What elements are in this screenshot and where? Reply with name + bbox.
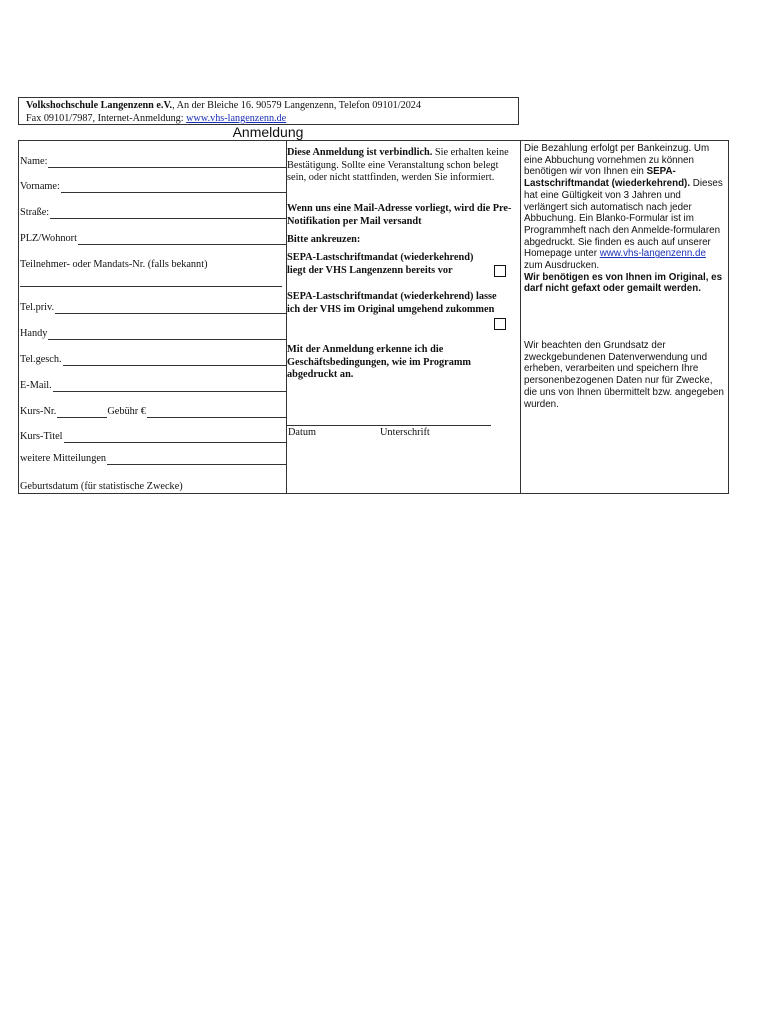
option2-checkbox[interactable] xyxy=(494,318,506,330)
kurs-nr-field[interactable] xyxy=(20,406,286,418)
payment-text-a: Die Bezahlung erfolgt per Bankeinzug. Um eine Abbuchung vornehmen zu können benötigen wir von Ihnen ein xyxy=(524,143,710,178)
tel-priv-label: Tel.priv. xyxy=(20,302,55,313)
registration-form xyxy=(18,140,729,494)
tel-priv-field[interactable] xyxy=(20,302,286,314)
email-field[interactable] xyxy=(20,380,286,392)
kurs-titel-field[interactable] xyxy=(20,431,286,443)
datum-label: Datum xyxy=(288,427,317,438)
kurs-nr-label: Kurs-Nr. xyxy=(20,406,57,417)
strasse-input-line[interactable] xyxy=(50,209,286,219)
signature-line[interactable] xyxy=(287,425,491,426)
payment-text-b: Dieses hat eine Gültigkeit von 3 Jahren und verlängert sich automatisch nach jeder Abbuchung. Ein Blanko-Formular ist im Programmheft nach den Anmelde-formularen abgedruckt. Sie finden es auch auf unserer Homepage unter xyxy=(524,178,723,260)
verbindlich-bold: Diese Anmeldung ist verbindlich. xyxy=(287,147,433,158)
tel-priv-input-line[interactable] xyxy=(55,304,286,314)
strasse-label: Straße: xyxy=(20,207,50,218)
page-title: Anmeldung xyxy=(232,124,304,140)
payment-text-c: zum Ausdrucken. xyxy=(524,260,600,272)
mitteilungen-input-line[interactable] xyxy=(107,455,286,465)
vorname-input-line[interactable] xyxy=(61,183,286,193)
name-input-line[interactable] xyxy=(48,158,286,168)
option1-text: SEPA-Lastschriftmandat (wiederkehrend) liegt der VHS Langenzenn bereits vor xyxy=(287,252,474,276)
plz-label: PLZ/Wohnort xyxy=(20,233,77,244)
gebuehr-input-line[interactable] xyxy=(147,408,286,418)
option1-checkbox[interactable] xyxy=(494,265,506,277)
fax-line: Fax 09101/7987, Internet-Anmeldung: xyxy=(26,113,187,124)
handy-field[interactable] xyxy=(20,328,286,340)
original-required: Wir benötigen es von Ihnen im Original, es darf nicht gefaxt oder gemailt werden. xyxy=(524,271,723,295)
kurs-titel-label: Kurs-Titel xyxy=(20,431,63,442)
org-name: Volkshochschule Langenzenn e.V. xyxy=(26,100,173,111)
website-link[interactable]: www.vhs-langenzenn.de xyxy=(186,113,287,124)
name-label: Name: xyxy=(20,156,48,167)
plz-input-line[interactable] xyxy=(78,235,286,245)
ankreuzen-label: Bitte ankreuzen: xyxy=(287,234,361,245)
strasse-field[interactable] xyxy=(20,207,286,219)
gebuehr-label: Gebühr € xyxy=(107,406,146,417)
tel-gesch-field[interactable] xyxy=(20,354,286,366)
geburtsdatum-label: Geburtsdatum (für statistische Zwecke) xyxy=(20,481,183,492)
email-input-line[interactable] xyxy=(53,382,286,392)
verbindlich-rest: Sie erhalten keine Bestätigung. Sollte eine Veranstaltung schon belegt sein, oder nicht stattfinden, werden Sie informiert. xyxy=(287,147,509,184)
verbindlich-text xyxy=(287,147,519,185)
mail-notice: Wenn uns eine Mail-Adresse vorliegt, wird die Pre-Notifikation per Mail versandt xyxy=(287,203,512,227)
payment-info xyxy=(524,143,724,295)
vorname-field[interactable] xyxy=(20,181,286,193)
teilnehmer-label: Teilnehmer- oder Mandats-Nr. (falls bekannt) xyxy=(20,259,208,270)
kurs-nr-input-line[interactable] xyxy=(57,408,107,418)
header-box xyxy=(18,97,519,125)
handy-input-line[interactable] xyxy=(48,330,286,340)
option2-text: SEPA-Lastschriftmandat (wiederkehrend) lasse ich der VHS im Original umgehend zukommen xyxy=(287,291,497,315)
mitteilungen-field[interactable] xyxy=(20,453,286,465)
name-field[interactable] xyxy=(20,156,286,168)
mitteilungen-label: weitere Mitteilungen xyxy=(20,453,107,464)
email-label: E-Mail. xyxy=(20,380,52,391)
teilnehmer-field[interactable] xyxy=(20,259,286,271)
agb-text: Mit der Anmeldung erkenne ich die Geschäftsbedingungen, wie im Programm abgedruckt an. xyxy=(287,344,472,381)
plz-field[interactable] xyxy=(20,233,286,245)
vorname-label: Vorname: xyxy=(20,181,60,192)
org-address: , An der Bleiche 16. 90579 Langenzenn, Telefon 09101/2024 xyxy=(172,100,421,111)
column-divider-1 xyxy=(286,141,287,493)
tel-gesch-label: Tel.gesch. xyxy=(20,354,62,365)
header-line-1 xyxy=(26,99,518,112)
unterschrift-label: Unterschrift xyxy=(380,427,430,438)
data-protection-info: Wir beachten den Grundsatz der zweckgebundenen Datenverwendung und erheben, verarbeiten und speichern Ihre personenbezogenen Daten nur für Zwecke, die uns von Ihnen übermittelt bzw. angegeben wurden. xyxy=(524,340,724,410)
teilnehmer-input-line[interactable] xyxy=(20,286,282,287)
column-divider-2 xyxy=(520,141,521,493)
handy-label: Handy xyxy=(20,328,48,339)
tel-gesch-input-line[interactable] xyxy=(63,356,286,366)
sepa-bold: SEPA-Lastschriftmandat (wiederkehrend). xyxy=(524,166,691,190)
geburtsdatum-field xyxy=(20,481,286,493)
homepage-link[interactable]: www.vhs-langenzenn.de xyxy=(599,248,706,260)
kurs-titel-input-line[interactable] xyxy=(64,433,286,443)
